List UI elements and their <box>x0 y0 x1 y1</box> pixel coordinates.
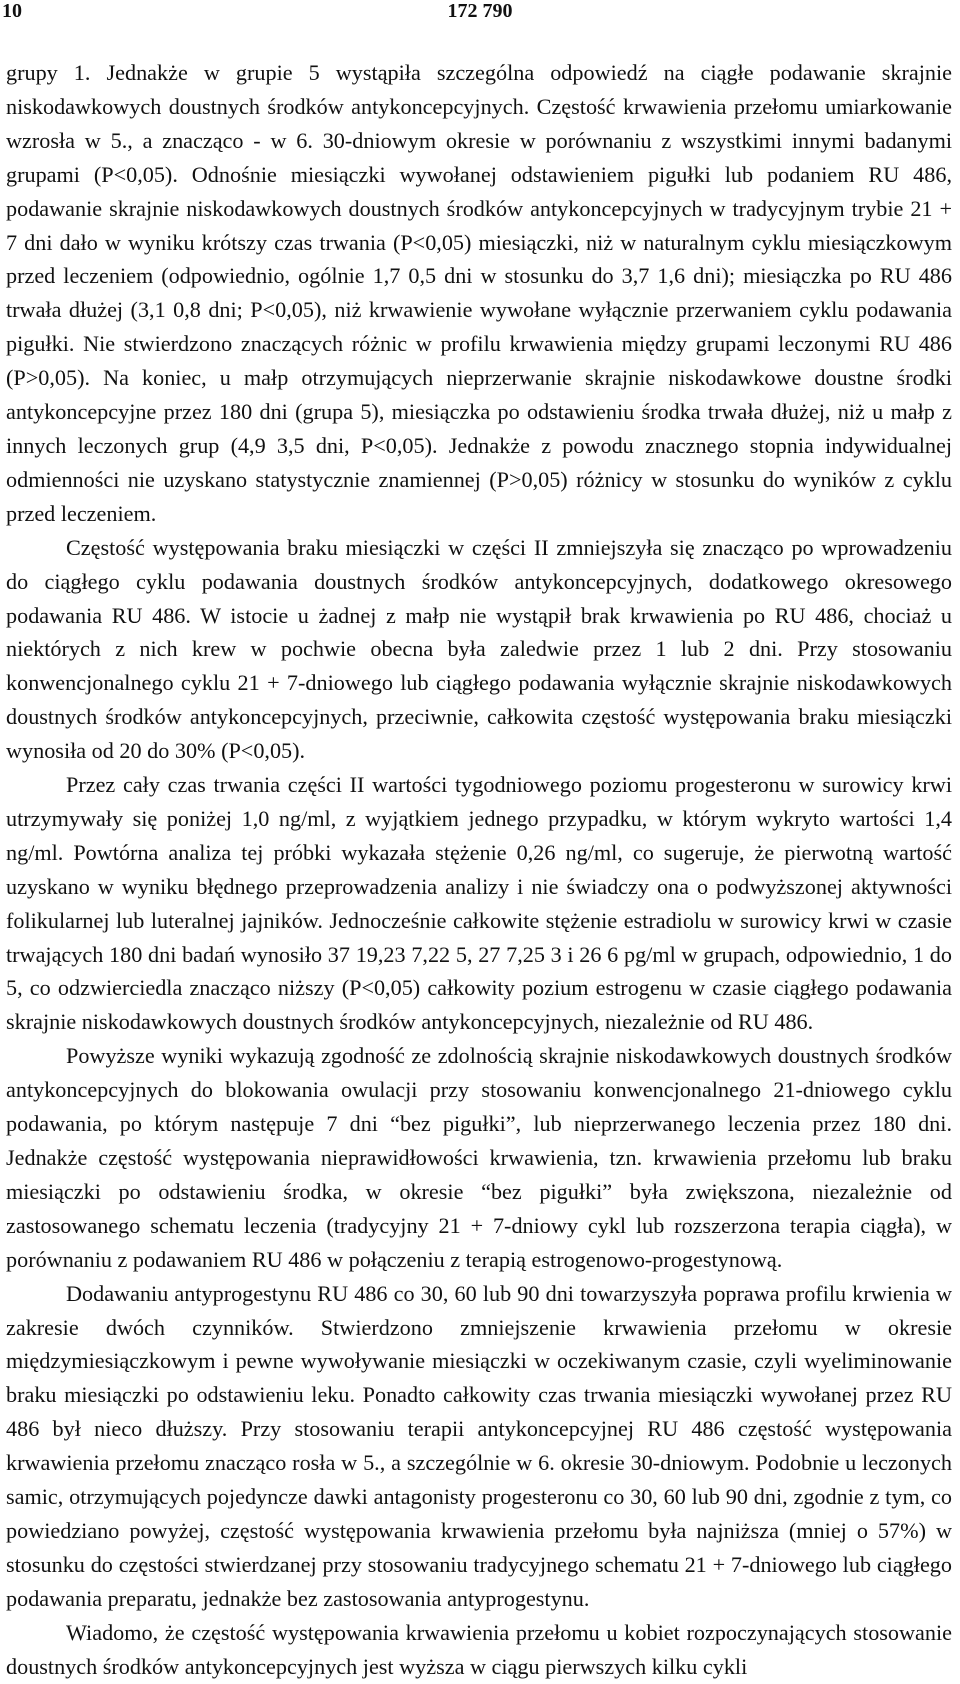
document-number: 172 790 <box>447 0 513 22</box>
paragraph-6: Wiadomo, że częstość występowania krwawienia przełomu u kobiet rozpoczynających stosowanie doustnych środków antykoncepcyjnych jest wyższa w ciągu pierwszych kilku cykli <box>6 1619 952 1679</box>
page-number: 10 <box>2 0 22 22</box>
paragraph-1: grupy 1. Jednakże w grupie 5 wystąpiła szczególna odpowiedź na ciągłe podawanie skrajnie niskodawkowych doustnych środków antykoncepcyjnych. Częstość krwawienia przełomu umiarkowanie wzrosła w 5., a znacząco - w 6. 30-dniowym okresie w porównaniu z wszystkimi innymi badanymi grupami (P<0,05). Odnośnie miesiączki wywołanej odstawieniem pigułki lub podaniem RU 486, podawanie skrajnie niskodawkowych doustnych środków antykoncepcyjnych w tradycyjnym trybie 21 + 7 dni dało w wyniku krótszy czas trwania (P<0,05) miesiączki, niż w naturalnym cyklu miesiączkowym przed leczeniem (odpowiednio, ogólnie 1,7 0,5 dni w stosunku do 3,7 1,6 dni); miesiączka po RU 486 trwała dłużej (3,1 0,8 dni; P<0,05), niż krwawienie wywołane wyłącznie przerwaniem cyklu podawania pigułki. Nie stwierdzono znaczących różnic w profilu krwawienia między grupami leczonymi RU 486 (P>0,05). Na koniec, u małp otrzymujących nieprzerwanie skrajnie niskodawkowe doustne środki antykoncepcyjne przez 180 dni (grupa 5), miesiączka po odstawieniu środka trwała dłużej, niż u małp z innych leczonych grup (4,9 3,5 dni, P<0,05). Jednakże z powodu znacznego stopnia indywidualnej odmienności nie uzyskano statystycznie znamiennej (P>0,05) różnicy w stosunku do wyników z cyklu przed leczeniem. <box>6 60 952 526</box>
paragraph-2: Częstość występowania braku miesiączki w części II zmniejszyła się znacząco po wprowadzeniu do ciągłego cyklu podawania doustnych środków antykoncepcyjnych, dodatkowego okresowego podawania RU 486. W istocie u żadnej z małp nie wystąpił brak krwawienia po RU 486, chociaż u niektórych z nich krew w pochwie obecna była zaledwie przez 1 lub 2 dni. Przy stosowaniu konwencjonalnego cyklu 21 + 7-dniowego lub ciągłego podawania wyłącznie skrajnie niskodawkowych doustnych środków antykoncepcyjnych, przeciwnie, całkowita częstość występowania braku miesiączki wynosiła od 20 do 30% (P<0,05). <box>6 534 952 764</box>
body-text <box>6 56 952 1684</box>
paragraph-3: Przez cały czas trwania części II wartości tygodniowego poziomu progesteronu w surowicy krwi utrzymywały się poniżej 1,0 ng/ml, z wyjątkiem jednego przypadku, w którym wykryto wartości 1,4 ng/ml. Powtórna analiza tej próbki wykazała stężenie 0,26 ng/ml, co sugeruje, że pierwotną wartość uzyskano w wyniku błędnego przeprowadzenia analizy i nie świadczy ona o podwyższonej aktywności folikularnej lub luteralnej jajników. Jednocześnie całkowite stężenie estradiolu w surowicy krwi w czasie trwających 180 dni badań wynosiło 37 19,23 7,22 5, 27 7,25 3 i 26 6 pg/ml w grupach, odpowiednio, 1 do 5, co odzwierciedla znacząco niższy (P<0,05) całkowity pozium estrogenu w czasie ciągłego podawania skrajnie niskodawkowych doustnych środków antykoncepcyjnych, niezależnie od RU 486. <box>6 772 952 1035</box>
paragraph-5: Dodawaniu antyprogestynu RU 486 co 30, 60 lub 90 dni towarzyszyła poprawa profilu krwienia w zakresie dwóch czynników. Stwierdzono zmniejszenie krwawienia przełomu w okresie międzymiesiączkowym i pewne wywoływanie miesiączki w oczekiwanym czasie, czyli wyeliminowanie braku miesiączki po odstawieniu leku. Ponadto całkowity czas trwania miesiączki wywołanej przez RU 486 był nieco dłuższy. Przy stosowaniu terapii antykoncepcyjnej RU 486 częstość występowania krwawienia przełomu znacząco rosła w 5., a szczególnie w 6. okresie 30-dniowym. Podobnie u leczonych samic, otrzymujących pojedyncze dawki antagonisty progesteronu co 30, 60 lub 90 dni, zgodnie z tym, co powiedziano powyżej, częstość występowania krwawienia przełomu była najniższa (mniej o 57%) w stosunku do częstości stwierdzanej przy stosowaniu tradycyjnego schematu 21 + 7-dniowego lub ciągłego podawania preparatu, jednakże bez zastosowania antyprogestynu. <box>6 1280 952 1611</box>
paragraph-4: Powyższe wyniki wykazują zgodność ze zdolnością skrajnie niskodawkowych doustnych środków antykoncepcyjnych do blokowania owulacji przy stosowaniu konwencjonalnego 21-dniowego cyklu podawania, po którym następuje 7 dni “bez pigułki”, lub nieprzerwanego leczenia przez 180 dni. Jednakże częstość występowania nieprawidłowości krwawienia, tzn. krwawienia przełomu lub braku miesiączki po odstawieniu środka, w okresie “bez pigułki” była zwiększona, niezależnie od zastosowanego schematu leczenia (tradycyjny 21 + 7-dniowy cykl lub rozszerzona terapia ciągła), w porównaniu z podawaniem RU 486 w połączeniu z terapią estrogenowo-progestynową. <box>6 1043 952 1272</box>
